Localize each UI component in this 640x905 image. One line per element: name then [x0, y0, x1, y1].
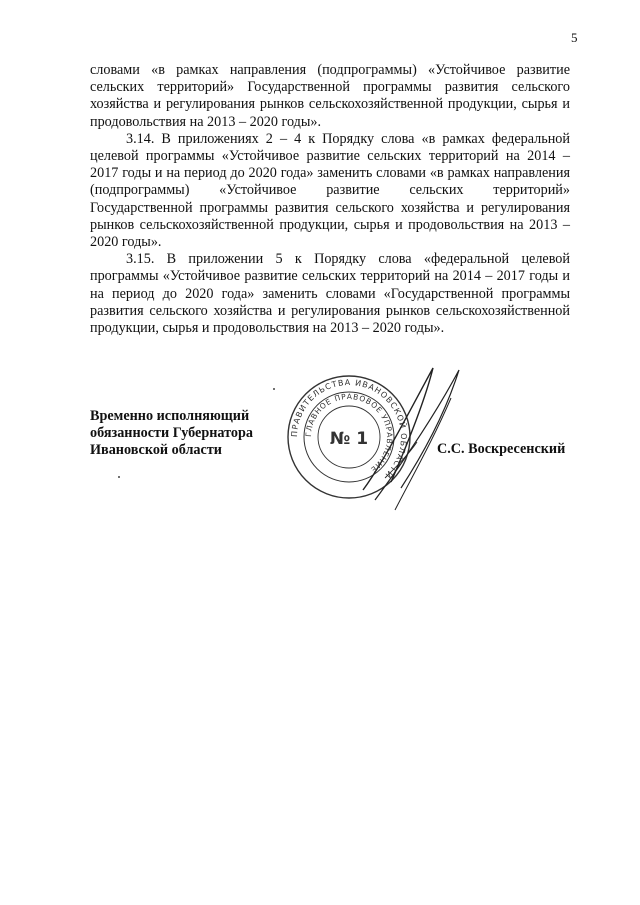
document-body — [90, 62, 570, 337]
speck — [273, 388, 275, 390]
signer-name: С.С. Воскресенский — [437, 441, 566, 457]
paragraph-3-15: 3.15. В приложении 5 к Порядку слова «федеральной целевой программы «Устойчивое развитие сельских территорий на 2014 – 2017 годы и на период до 2020 года» заменить словами «Государственной программы развития сельского хозяйства и регулирования рынков сельскохозяйственной продукции, сырья и продовольствия на 2013 – 2020 годы». — [90, 251, 570, 337]
signature-title — [90, 408, 253, 459]
paragraph-3-14: 3.14. В приложениях 2 – 4 к Порядку слова «в рамках федеральной целевой программы «Устойчивое развитие сельских территорий на 2014 – 2017 годы и на период до 2020 года» заменить словами «в рамках направления (подпрограммы) «Устойчивое развитие сельских территорий» Государственной программы развития сельского хозяйства и регулирования рынков сельскохозяйственной продукции, сырья и продовольствия на 2013 – 2020 годы». — [90, 130, 570, 251]
handwritten-signature-icon — [355, 350, 475, 515]
signature-title-line-2: обязанности Губернатора — [90, 425, 253, 441]
page-number: 5 — [571, 30, 578, 45]
signature-title-line-1: Временно исполняющий — [90, 408, 250, 424]
paragraph-continuation: словами «в рамках направления (подпрограммы) «Устойчивое развитие сельских территорий» Государственной программы развития сельского хозяйства и регулирования рынков сельскохозяйственной продукции, сырья и продовольствия на 2013 – 2020 годы». — [90, 62, 570, 130]
svg-text:ПРАВИТЕЛЬСТВА ИВАНОВСКОЙ ОБЛАС: ПРАВИТЕЛЬСТВА ИВАНОВСКОЙ ОБЛАСТИ — [289, 377, 409, 481]
svg-text:ГЛАВНОЕ ПРАВОВОЕ УПРАВЛЕНИЕ: ГЛАВНОЕ ПРАВОВОЕ УПРАВЛЕНИЕ — [303, 391, 395, 475]
svg-text:№ 1: № 1 — [329, 429, 369, 449]
signature-title-line-3: Ивановской области — [90, 442, 222, 458]
speck — [118, 476, 120, 478]
